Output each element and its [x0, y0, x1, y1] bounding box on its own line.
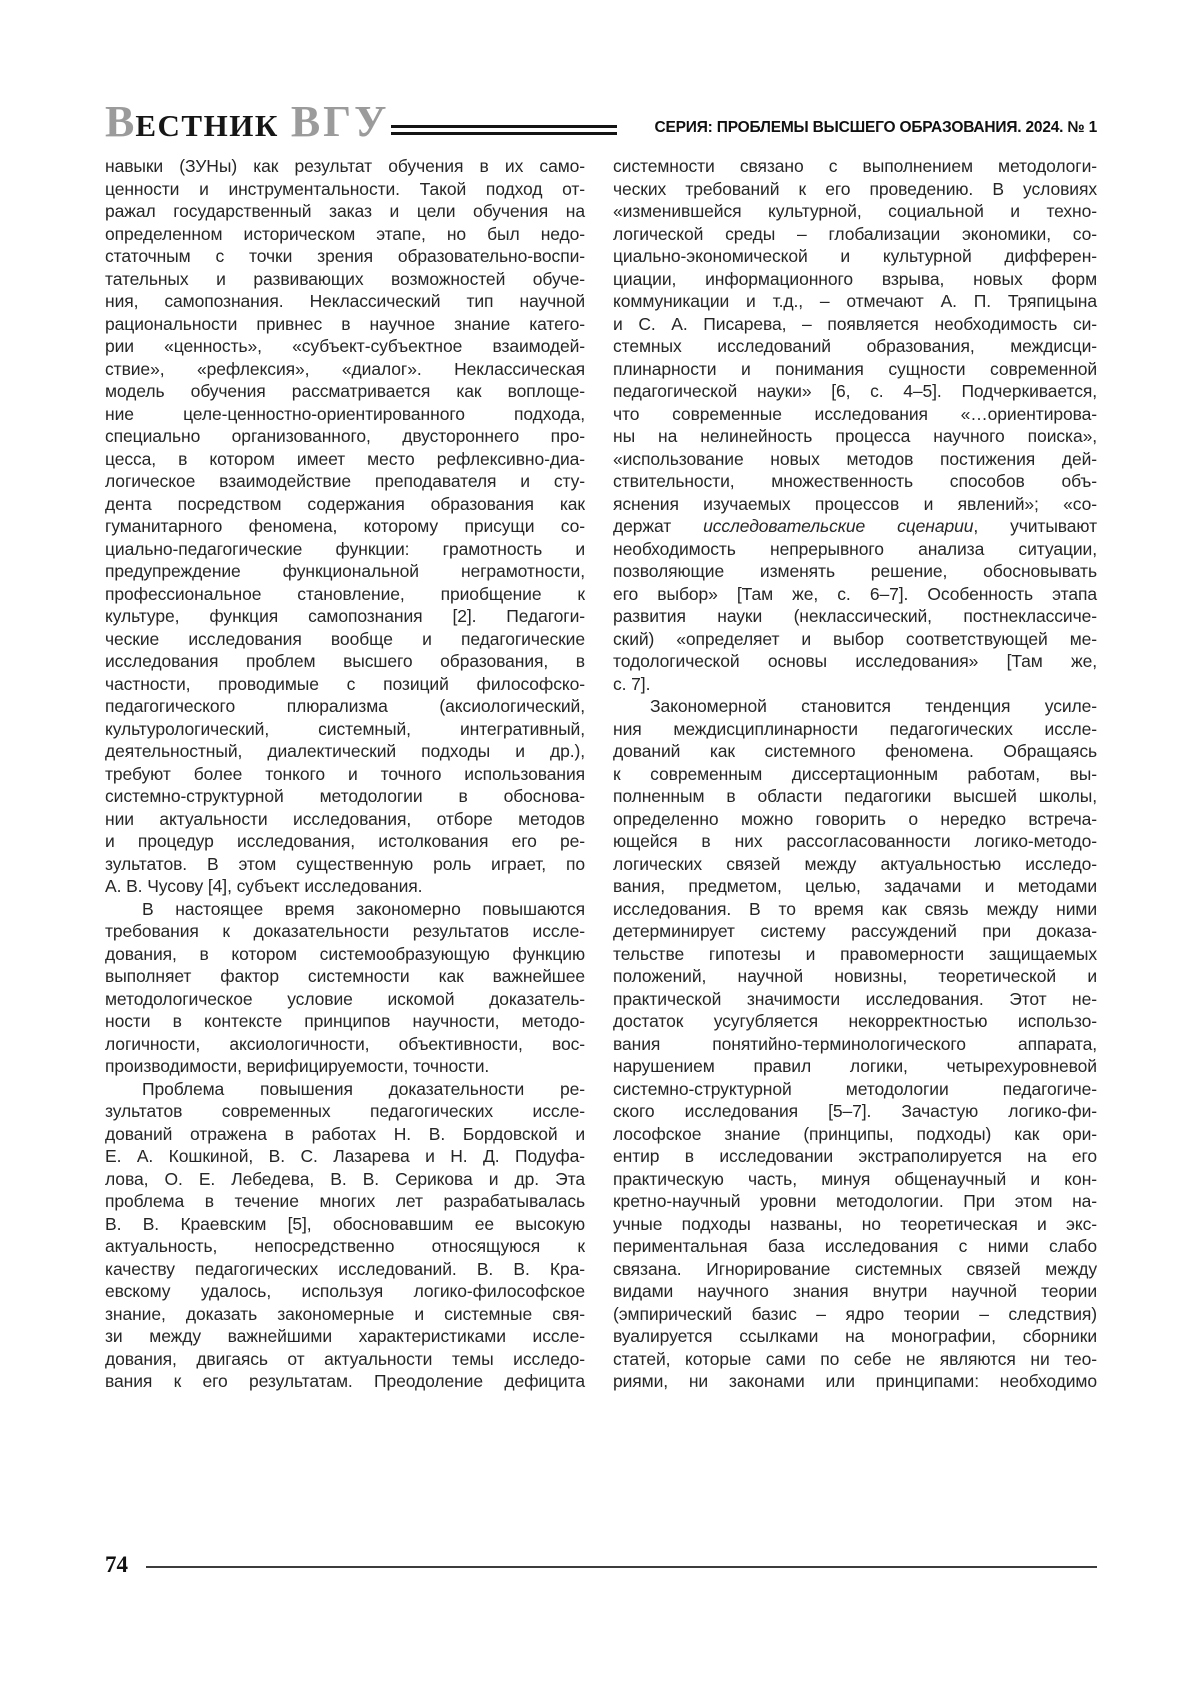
text-line: методологическое условие искомой доказатель- [105, 988, 585, 1009]
text-line: развития науки (неклассический, постнеклассиче- [613, 606, 1097, 626]
text-line: определенном историческом этапе, но был недо- [105, 223, 585, 244]
text-line: вания к его результатам. Преодоление дефицита [105, 1371, 585, 1391]
text-line: ствие», «рефлексия», «диалог». Неклассическая [105, 358, 585, 379]
text-line: лософское знание (принципы, подходы) как ори- [613, 1123, 1097, 1144]
text-line: риями, ни законами или принципами: необходимо [613, 1371, 1097, 1391]
text-line: зи между важнейшими характеристиками иссле- [105, 1326, 585, 1346]
text-line: знание, доказать закономерные и системные свя- [105, 1303, 585, 1324]
text-line: определенно можно говорить о нередко встреча- [613, 808, 1097, 829]
text-line: ности в контексте принципов научности, методо- [105, 1011, 585, 1031]
text-line: зультатов современных педагогических иссле- [105, 1101, 585, 1121]
text-line: вания понятийно-терминологического аппарата, [613, 1033, 1097, 1054]
text-line: специально организованного, двустороннего про- [105, 426, 585, 446]
page-footer [105, 1553, 1097, 1576]
text-line: статей, которые сами по себе не являются ни тео- [613, 1348, 1097, 1369]
paragraph [613, 695, 1097, 1393]
text-line: нии актуальности исследования, отборе методов [105, 808, 585, 829]
text-line: положений, научной новизны, теоретической и [613, 966, 1097, 986]
text-line: В настоящее время закономерно повышаются [142, 898, 585, 919]
text-line: дования, в котором системообразующую функцию [105, 943, 585, 964]
text-line: деятельностный, диалектический подходы и др.), [105, 741, 585, 761]
text-line: ния, самопознания. Неклассический тип научной [105, 291, 585, 311]
text-line: гуманитарного феномена, которому присущи со- [105, 516, 585, 536]
text-line: В. В. Краевским [5], обосновавшим ее высокую [105, 1213, 585, 1234]
text-line: дования, двигаясь от актуальности темы исследо- [105, 1348, 585, 1369]
text-line: полненным в области педагогики высшей школы, [613, 786, 1097, 806]
text-line: учные подходы названы, но теоретическая и экс- [613, 1213, 1097, 1234]
text-line: рациональности привнес в научное знание катего- [105, 313, 585, 334]
text-line: логическое взаимодействие преподавателя и сту- [105, 471, 585, 491]
header-double-rule [391, 125, 617, 135]
text-line: требования к доказательности результатов иссле- [105, 921, 585, 941]
text-body [105, 155, 1097, 1393]
text-line: с. 7]. [613, 673, 651, 694]
text-line: ражал государственный заказ и цели обучения на [105, 201, 585, 221]
text-line: к современным диссертационным работам, вы- [613, 763, 1097, 784]
text-line: циации, информационного взрыва, новых форм [613, 268, 1097, 289]
footer-rule [146, 1566, 1097, 1568]
text-line: частности, проводимые с позиций философско- [105, 673, 585, 694]
text-line: логической среды – глобализации экономики, со- [613, 223, 1097, 244]
text-line: цесса, в котором имеет место рефлексивно-диа- [105, 448, 585, 469]
text-line: практической значимости исследования. Этот не- [613, 988, 1097, 1009]
text-line: циально-экономической и культурной дифферен- [613, 246, 1097, 266]
text-line: тательных и развивающих возможностей обуче- [105, 268, 585, 289]
text-line: ский) «определяет и выбор соответствующей ме- [613, 628, 1097, 649]
text-line: (эмпирический базис – ядро теории – следствия) [613, 1303, 1097, 1324]
paragraph [105, 1078, 585, 1393]
text-line: вуалируется ссылками на монографии, сборники [613, 1326, 1097, 1346]
text-line: профессиональное становление, приобщение к [105, 583, 585, 604]
text-line: системно-структурной методологии в обоснова- [105, 786, 585, 806]
text-line: предупреждение функциональной неграмотности, [105, 561, 585, 581]
page-header [105, 86, 1097, 144]
text-line: видами научного знания внутри научной теории [613, 1281, 1097, 1301]
text-line: Е. А. Кошкиной, В. С. Лазарева и Н. Д. Подуфа- [105, 1146, 585, 1166]
text-line: тодологической основы исследования» [Там же, [613, 651, 1097, 671]
text-line: периментальная база исследования с ними слабо [613, 1236, 1097, 1256]
text-line: ние целе-ценностно-ориентированного подхода, [105, 403, 585, 424]
text-line: плинарности и понимания сущности современной [613, 358, 1097, 379]
journal-logo [105, 97, 390, 146]
text-line: евскому удалось, используя логико-философское [105, 1281, 585, 1301]
logo-vgu-text: ВГУ [290, 97, 390, 146]
text-line: А. В. Чусову [4], субъект исследования. [105, 876, 423, 896]
text-line: ценности и инструментальности. Такой подход от- [105, 178, 585, 199]
text-line: ющейся в них рассогласованности логико-методо- [613, 831, 1097, 851]
text-line: логических связей между актуальностью исследо- [613, 853, 1097, 874]
text-line: «использование новых методов постижения дей- [613, 448, 1097, 469]
text-line: нарушением правил логики, четырехуровневой [613, 1056, 1097, 1076]
text-line: статочным с точки зрения образовательно-воспи- [105, 246, 585, 266]
logo-vestnik-text: ЕСТНИК [135, 108, 279, 143]
text-line: ны на нелинейность процесса научного поиска», [613, 426, 1097, 446]
text-line: Проблема повышения доказательности ре- [142, 1078, 585, 1099]
text-line: модель обучения рассматривается как воплоще- [105, 381, 585, 401]
text-line: культурологический, системный, интегративный, [105, 718, 585, 739]
text-line: выполняет фактор системности как важнейшее [105, 966, 585, 986]
text-segment: , учитывают [973, 516, 1097, 536]
text-line: ческие исследования вообще и педагогические [105, 628, 585, 649]
text-line: навыки (ЗУНы) как результат обучения в их само- [105, 156, 585, 176]
text-line: тельстве гипотезы и правомерности защищаемых [613, 943, 1097, 964]
column-left [105, 155, 585, 1393]
paragraph [105, 155, 585, 898]
text-line: необходимость непрерывного анализа ситуации, [613, 538, 1097, 559]
text-line: дований отражена в работах Н. В. Бордовской и [105, 1123, 585, 1144]
text-line: лова, О. Е. Лебедева, В. В. Серикова и др. Эта [105, 1168, 585, 1189]
text-line: педагогической науки» [6, с. 4–5]. Подчеркивается, [613, 381, 1097, 401]
text-line: зультатов. В этом существенную роль играет, по [105, 853, 585, 874]
text-line: детерминирует систему рассуждений при доказа- [613, 921, 1097, 941]
paragraph [105, 898, 585, 1078]
text-line: и процедур исследования, истолкования его ре- [105, 831, 585, 851]
text-line: достаток усугубляется некорректностью использо- [613, 1011, 1097, 1031]
text-line: производимости, верифицируемости, точности. [105, 1056, 490, 1076]
paragraph [613, 155, 1097, 695]
text-line: исследования проблем высшего образования, в [105, 651, 585, 671]
text-line: культуре, функция самопознания [2]. Педагоги- [105, 606, 585, 626]
text-line: дований как системного феномена. Обращаясь [613, 741, 1097, 761]
text-line: ствительности, множественность способов объ- [613, 471, 1097, 491]
text-line: дента посредством содержания образования как [105, 493, 585, 514]
text-line: ского исследования [5–7]. Зачастую логико-фи- [613, 1101, 1097, 1121]
series-title: СЕРИЯ: ПРОБЛЕМЫ ВЫСШЕГО ОБРАЗОВАНИЯ. 2024. № 1 [654, 119, 1097, 136]
text-line: ния междисциплинарности педагогических иссле- [613, 718, 1097, 739]
italic-term: исследовательские сценарии [703, 516, 974, 536]
text-line: кретно-научный уровни методологии. При этом на- [613, 1191, 1097, 1211]
text-line: связана. Игнорирование системных связей между [613, 1258, 1097, 1279]
text-line: позволяющие изменять решение, обосновывать [613, 561, 1097, 581]
text-segment: держат [613, 516, 704, 536]
column-right [613, 155, 1097, 1393]
text-line [613, 515, 1097, 538]
logo-initial: В [105, 97, 136, 146]
text-line: коммуникации и т.д., – отмечают А. П. Тряпицына [613, 291, 1097, 311]
text-line: вания, предметом, целью, задачами и методами [613, 876, 1097, 896]
text-line: рии «ценность», «субъект-субъектное взаимодей- [105, 336, 585, 356]
text-line: системности связано с выполнением методологи- [613, 156, 1097, 176]
text-line: практическую часть, минуя общенаучный и кон- [613, 1168, 1097, 1189]
text-line: стемных исследований образования, междисци- [613, 336, 1097, 356]
page-number: 74 [105, 1551, 128, 1577]
text-line: исследования. В то время как связь между ними [613, 898, 1097, 919]
text-line: его выбор» [Там же, с. 6–7]. Особенность этапа [613, 583, 1097, 604]
text-line: ческих требований к его проведению. В условиях [613, 178, 1097, 199]
text-line: Закономерной становится тенденция усиле- [650, 696, 1097, 716]
text-line: актуальность, непосредственно относящуюся к [105, 1236, 585, 1256]
text-line: системно-структурной методологии педагогиче- [613, 1078, 1097, 1099]
text-line: ентир в исследовании экстраполируется на его [613, 1146, 1097, 1166]
text-line: требуют более тонкого и точного использования [105, 763, 585, 784]
text-line: что современные исследования «…ориентирова- [613, 403, 1097, 424]
text-line: яснения изучаемых процессов и явлений»; «со- [613, 493, 1097, 514]
text-line: педагогического плюрализма (аксиологический, [105, 696, 585, 716]
text-line: и С. А. Писарева, – появляется необходимость си- [613, 313, 1097, 334]
text-line: «изменившейся культурной, социальной и техно- [613, 201, 1097, 221]
text-line: проблема в течение многих лет разрабатывалась [105, 1191, 585, 1211]
text-line: циально-педагогические функции: грамотность и [105, 538, 585, 559]
text-line: логичности, аксиологичности, объективности, вос- [105, 1033, 585, 1054]
text-line: качеству педагогических исследований. В. В. Кра- [105, 1258, 585, 1279]
